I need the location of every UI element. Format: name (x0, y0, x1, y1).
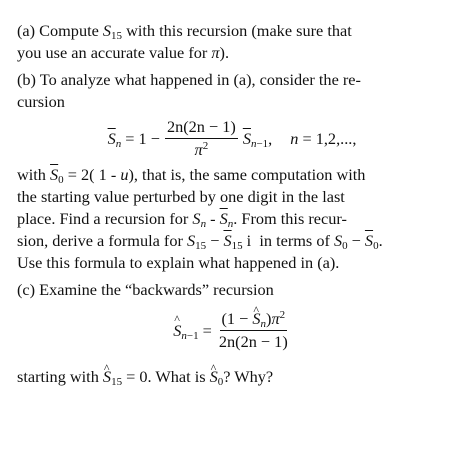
forward-eq-fraction (165, 117, 238, 160)
backward-eq-denominator: 2n(2n − 1) (218, 332, 288, 351)
forward-eq-numerator: 2n(2n − 1) (165, 117, 238, 139)
forward-eq-denominator: $\pi^2$ (194, 140, 209, 159)
forward-eq-rhs: $\overline{S}_{n-1}$, (242, 128, 273, 150)
part-c-line-2: starting with ^ $S_{15} = 0$. What is ^ $S_0$? Why? (17, 366, 447, 388)
exercise-text (17, 20, 447, 388)
part-b-line-3: with $\overline{S}_0 = 2$( 1 - u), that is, the same computation with (17, 165, 366, 186)
part-b-line-5: place. Find a recursion for $S_n - \overline{S}_n$. From this recur- (17, 209, 347, 230)
forward-eq-range: n = 1,2,..., (290, 128, 357, 148)
forward-eq-lhs: $\overline{S}_n = 1$ − (107, 128, 160, 150)
part-b-line-6: sion, derive a formula for $S_{15} - \overline{S}_{15}$ i in terms of $S_0 - \overline{S}_0$. (17, 231, 383, 252)
part-b-line-7: Use this formula to explain what happened in (a). (17, 253, 340, 272)
backward-eq-lhs: ^ $S_{n-1}$ = (173, 321, 212, 341)
forward-recursion-equation (17, 117, 447, 160)
part-c-line-1: (c) Examine the “backwards” recursion (17, 280, 274, 299)
part-b-line-2: cursion (17, 92, 65, 111)
part-a-line-1: (a) Compute $S_{15}$ with this recursion (make sure that (17, 21, 352, 42)
part-b-line-1: (b) To analyze what happened in (a), consider the re- (17, 70, 361, 89)
part-b-line-4: the starting value perturbed by one digit in the last (17, 187, 345, 206)
backward-recursion-equation (17, 309, 447, 352)
backward-eq-fraction (217, 309, 290, 352)
part-a-line-2: you use an accurate value for π). (17, 43, 230, 62)
backward-eq-numerator: (1 − ^ $S_n)\pi^2$ (220, 309, 288, 331)
